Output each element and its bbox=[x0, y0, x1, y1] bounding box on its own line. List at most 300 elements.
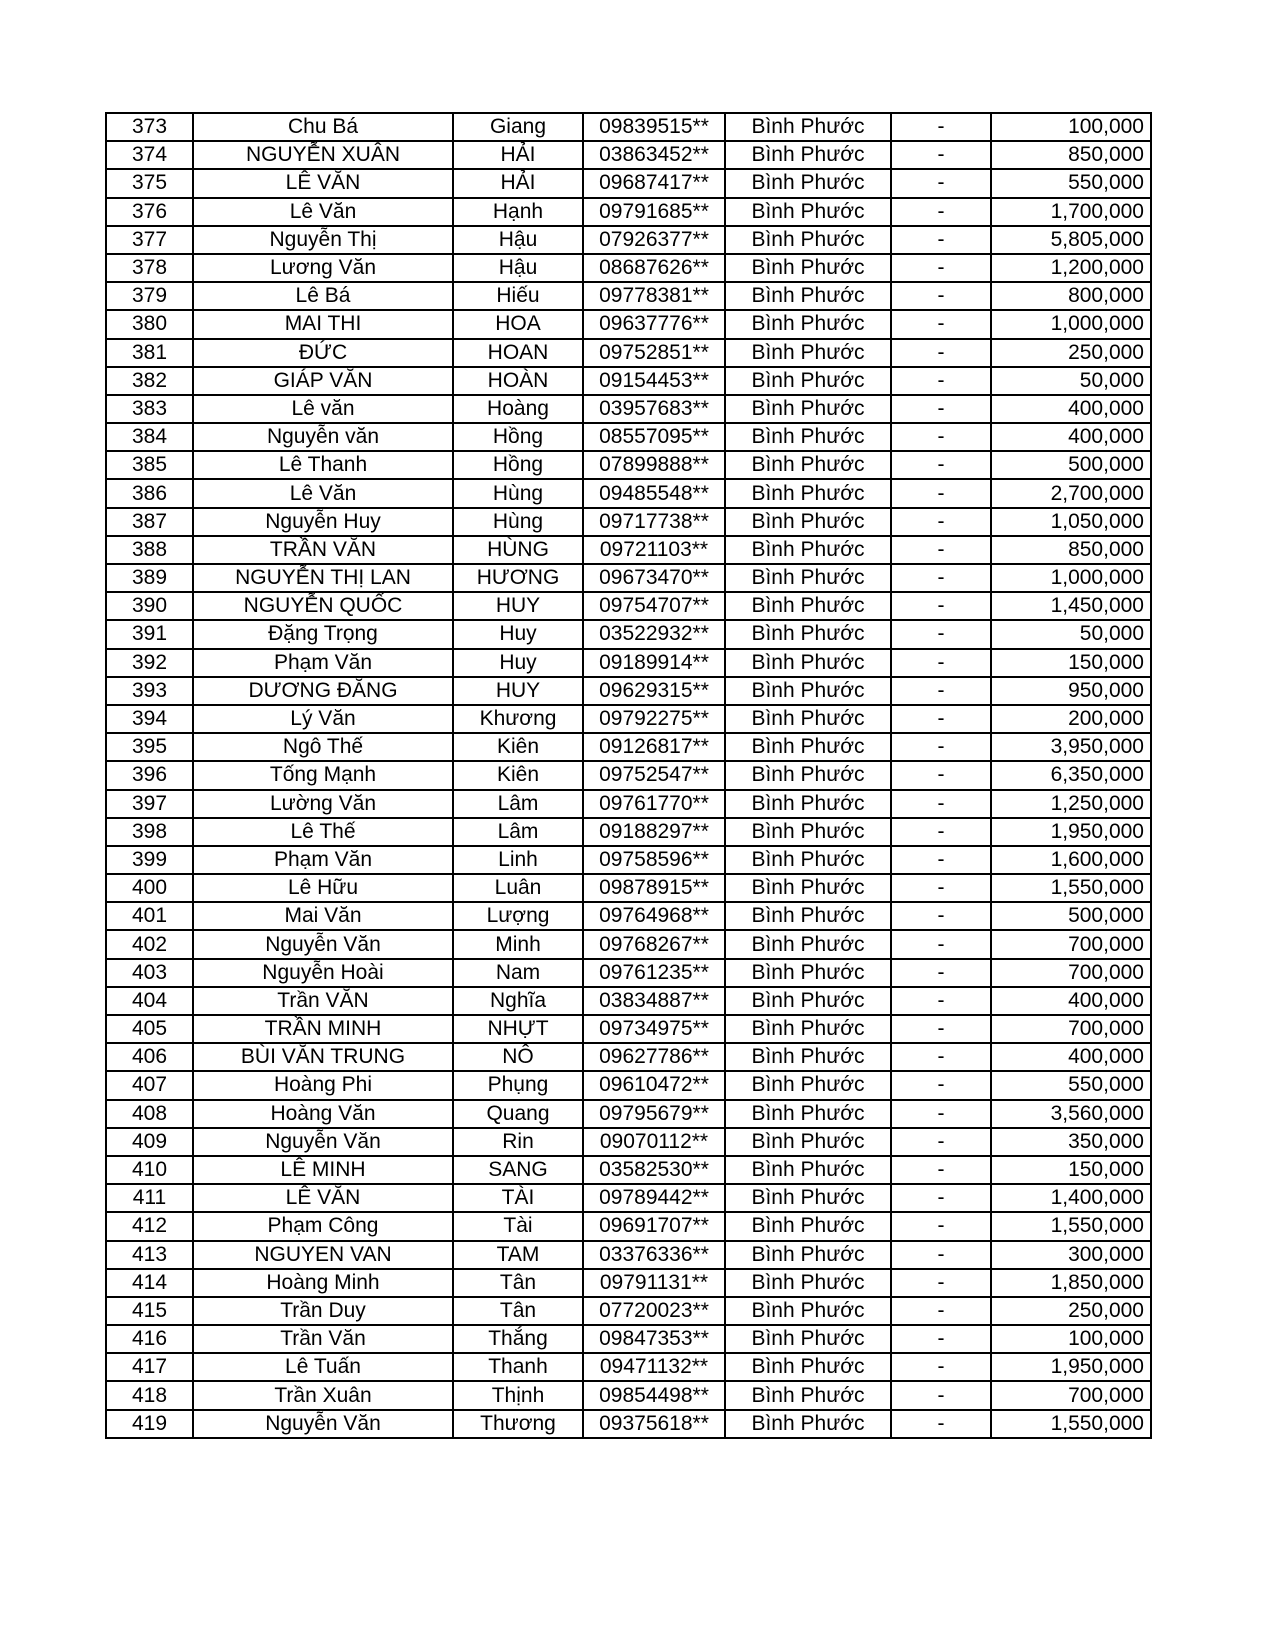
table-row bbox=[106, 620, 1151, 648]
province-cell: Bình Phước bbox=[725, 1071, 891, 1099]
given-name-cell: Tân bbox=[453, 1269, 583, 1297]
phone-cell: 09717738** bbox=[583, 508, 725, 536]
phone-cell: 09754707** bbox=[583, 592, 725, 620]
given-name-cell: Quang bbox=[453, 1100, 583, 1128]
family-name-cell: Nguyễn Văn bbox=[193, 930, 453, 958]
amount-cell: 150,000 bbox=[991, 1156, 1151, 1184]
dash-cell: - bbox=[891, 423, 991, 451]
row-number-cell: 391 bbox=[106, 620, 193, 648]
family-name-cell: Hoàng Phi bbox=[193, 1071, 453, 1099]
phone-cell: 03582530** bbox=[583, 1156, 725, 1184]
row-number-cell: 408 bbox=[106, 1100, 193, 1128]
province-cell: Bình Phước bbox=[725, 536, 891, 564]
family-name-cell: Nguyễn Thị bbox=[193, 226, 453, 254]
given-name-cell: HUY bbox=[453, 592, 583, 620]
given-name-cell: HOÀN bbox=[453, 367, 583, 395]
dash-cell: - bbox=[891, 254, 991, 282]
phone-cell: 09471132** bbox=[583, 1353, 725, 1381]
given-name-cell: Khương bbox=[453, 705, 583, 733]
province-cell: Bình Phước bbox=[725, 339, 891, 367]
province-cell: Bình Phước bbox=[725, 564, 891, 592]
province-cell: Bình Phước bbox=[725, 113, 891, 141]
province-cell: Bình Phước bbox=[725, 592, 891, 620]
given-name-cell: HẢI bbox=[453, 169, 583, 197]
dash-cell: - bbox=[891, 677, 991, 705]
table-row bbox=[106, 1071, 1151, 1099]
dash-cell: - bbox=[891, 451, 991, 479]
row-number-cell: 384 bbox=[106, 423, 193, 451]
amount-cell: 700,000 bbox=[991, 959, 1151, 987]
family-name-cell: Trần Duy bbox=[193, 1297, 453, 1325]
province-cell: Bình Phước bbox=[725, 451, 891, 479]
phone-cell: 09789442** bbox=[583, 1184, 725, 1212]
phone-cell: 03863452** bbox=[583, 141, 725, 169]
province-cell: Bình Phước bbox=[725, 1184, 891, 1212]
amount-cell: 1,600,000 bbox=[991, 846, 1151, 874]
amount-cell: 300,000 bbox=[991, 1241, 1151, 1269]
dash-cell: - bbox=[891, 282, 991, 310]
province-cell: Bình Phước bbox=[725, 254, 891, 282]
dash-cell: - bbox=[891, 1241, 991, 1269]
phone-cell: 08687626** bbox=[583, 254, 725, 282]
table-row bbox=[106, 141, 1151, 169]
amount-cell: 1,000,000 bbox=[991, 564, 1151, 592]
dash-cell: - bbox=[891, 959, 991, 987]
row-number-cell: 395 bbox=[106, 733, 193, 761]
family-name-cell: Phạm Văn bbox=[193, 649, 453, 677]
family-name-cell: LÊ VĂN bbox=[193, 169, 453, 197]
given-name-cell: Lượng bbox=[453, 902, 583, 930]
family-name-cell: TRẦN VĂN bbox=[193, 536, 453, 564]
row-number-cell: 398 bbox=[106, 818, 193, 846]
phone-cell: 09734975** bbox=[583, 1015, 725, 1043]
table-row bbox=[106, 1100, 1151, 1128]
table-row bbox=[106, 395, 1151, 423]
amount-cell: 700,000 bbox=[991, 1381, 1151, 1409]
family-name-cell: Trần Xuân bbox=[193, 1381, 453, 1409]
row-number-cell: 414 bbox=[106, 1269, 193, 1297]
phone-cell: 09878915** bbox=[583, 874, 725, 902]
province-cell: Bình Phước bbox=[725, 1353, 891, 1381]
given-name-cell: HOA bbox=[453, 310, 583, 338]
dash-cell: - bbox=[891, 1100, 991, 1128]
dash-cell: - bbox=[891, 620, 991, 648]
dash-cell: - bbox=[891, 818, 991, 846]
table-row bbox=[106, 930, 1151, 958]
family-name-cell: Hoàng Minh bbox=[193, 1269, 453, 1297]
family-name-cell: NGUYEN VAN bbox=[193, 1241, 453, 1269]
family-name-cell: Lê văn bbox=[193, 395, 453, 423]
family-name-cell: Nguyễn văn bbox=[193, 423, 453, 451]
table-row bbox=[106, 1043, 1151, 1071]
table-row bbox=[106, 649, 1151, 677]
phone-cell: 09189914** bbox=[583, 649, 725, 677]
given-name-cell: Hạnh bbox=[453, 198, 583, 226]
province-cell: Bình Phước bbox=[725, 902, 891, 930]
row-number-cell: 417 bbox=[106, 1353, 193, 1381]
province-cell: Bình Phước bbox=[725, 508, 891, 536]
given-name-cell: Lâm bbox=[453, 818, 583, 846]
table-row bbox=[106, 254, 1151, 282]
row-number-cell: 376 bbox=[106, 198, 193, 226]
family-name-cell: GIÁP VĂN bbox=[193, 367, 453, 395]
family-name-cell: Phạm Văn bbox=[193, 846, 453, 874]
table-row bbox=[106, 1156, 1151, 1184]
dash-cell: - bbox=[891, 169, 991, 197]
table-row bbox=[106, 733, 1151, 761]
dash-cell: - bbox=[891, 508, 991, 536]
dash-cell: - bbox=[891, 705, 991, 733]
amount-cell: 500,000 bbox=[991, 451, 1151, 479]
given-name-cell: Kiên bbox=[453, 761, 583, 789]
row-number-cell: 404 bbox=[106, 987, 193, 1015]
dash-cell: - bbox=[891, 564, 991, 592]
family-name-cell: Đặng Trọng bbox=[193, 620, 453, 648]
row-number-cell: 390 bbox=[106, 592, 193, 620]
table-row bbox=[106, 282, 1151, 310]
phone-cell: 09673470** bbox=[583, 564, 725, 592]
province-cell: Bình Phước bbox=[725, 169, 891, 197]
phone-cell: 09791685** bbox=[583, 198, 725, 226]
family-name-cell: Lê Thế bbox=[193, 818, 453, 846]
given-name-cell: Hậu bbox=[453, 254, 583, 282]
row-number-cell: 385 bbox=[106, 451, 193, 479]
given-name-cell: HÙNG bbox=[453, 536, 583, 564]
given-name-cell: Thương bbox=[453, 1410, 583, 1438]
province-cell: Bình Phước bbox=[725, 395, 891, 423]
amount-cell: 950,000 bbox=[991, 677, 1151, 705]
amount-cell: 1,000,000 bbox=[991, 310, 1151, 338]
amount-cell: 50,000 bbox=[991, 367, 1151, 395]
amount-cell: 800,000 bbox=[991, 282, 1151, 310]
table-row bbox=[106, 536, 1151, 564]
dash-cell: - bbox=[891, 367, 991, 395]
family-name-cell: Lê Văn bbox=[193, 479, 453, 507]
phone-cell: 07720023** bbox=[583, 1297, 725, 1325]
row-number-cell: 410 bbox=[106, 1156, 193, 1184]
row-number-cell: 379 bbox=[106, 282, 193, 310]
family-name-cell: Lý Văn bbox=[193, 705, 453, 733]
given-name-cell: SANG bbox=[453, 1156, 583, 1184]
table-row bbox=[106, 1325, 1151, 1353]
row-number-cell: 401 bbox=[106, 902, 193, 930]
family-name-cell: NGUYỄN QUỐC bbox=[193, 592, 453, 620]
table-row bbox=[106, 226, 1151, 254]
amount-cell: 1,250,000 bbox=[991, 790, 1151, 818]
amount-cell: 550,000 bbox=[991, 1071, 1151, 1099]
dash-cell: - bbox=[891, 649, 991, 677]
family-name-cell: NGUYỄN THỊ LAN bbox=[193, 564, 453, 592]
amount-cell: 500,000 bbox=[991, 902, 1151, 930]
dash-cell: - bbox=[891, 310, 991, 338]
row-number-cell: 407 bbox=[106, 1071, 193, 1099]
dash-cell: - bbox=[891, 1410, 991, 1438]
amount-cell: 3,560,000 bbox=[991, 1100, 1151, 1128]
row-number-cell: 396 bbox=[106, 761, 193, 789]
province-cell: Bình Phước bbox=[725, 1381, 891, 1409]
province-cell: Bình Phước bbox=[725, 790, 891, 818]
table-row bbox=[106, 818, 1151, 846]
amount-cell: 1,550,000 bbox=[991, 1410, 1151, 1438]
family-name-cell: Chu Bá bbox=[193, 113, 453, 141]
province-cell: Bình Phước bbox=[725, 987, 891, 1015]
province-cell: Bình Phước bbox=[725, 959, 891, 987]
row-number-cell: 402 bbox=[106, 930, 193, 958]
row-number-cell: 400 bbox=[106, 874, 193, 902]
amount-cell: 100,000 bbox=[991, 1325, 1151, 1353]
given-name-cell: Linh bbox=[453, 846, 583, 874]
given-name-cell: Thịnh bbox=[453, 1381, 583, 1409]
table-row bbox=[106, 367, 1151, 395]
family-name-cell: Mai Văn bbox=[193, 902, 453, 930]
table-row bbox=[106, 1128, 1151, 1156]
phone-cell: 09778381** bbox=[583, 282, 725, 310]
table-row bbox=[106, 1410, 1151, 1438]
phone-cell: 09761235** bbox=[583, 959, 725, 987]
dash-cell: - bbox=[891, 479, 991, 507]
dash-cell: - bbox=[891, 1156, 991, 1184]
family-name-cell: Lê Hữu bbox=[193, 874, 453, 902]
donation-table bbox=[105, 112, 1152, 1439]
given-name-cell: Rin bbox=[453, 1128, 583, 1156]
table-row bbox=[106, 310, 1151, 338]
dash-cell: - bbox=[891, 761, 991, 789]
province-cell: Bình Phước bbox=[725, 141, 891, 169]
family-name-cell: Lê Thanh bbox=[193, 451, 453, 479]
family-name-cell: Lê Bá bbox=[193, 282, 453, 310]
table-row bbox=[106, 508, 1151, 536]
province-cell: Bình Phước bbox=[725, 1043, 891, 1071]
amount-cell: 5,805,000 bbox=[991, 226, 1151, 254]
row-number-cell: 377 bbox=[106, 226, 193, 254]
family-name-cell: Hoàng Văn bbox=[193, 1100, 453, 1128]
row-number-cell: 412 bbox=[106, 1212, 193, 1240]
dash-cell: - bbox=[891, 1353, 991, 1381]
amount-cell: 1,700,000 bbox=[991, 198, 1151, 226]
amount-cell: 1,950,000 bbox=[991, 1353, 1151, 1381]
province-cell: Bình Phước bbox=[725, 705, 891, 733]
given-name-cell: Hiếu bbox=[453, 282, 583, 310]
phone-cell: 09839515** bbox=[583, 113, 725, 141]
dash-cell: - bbox=[891, 1015, 991, 1043]
given-name-cell: Hoàng bbox=[453, 395, 583, 423]
phone-cell: 09070112** bbox=[583, 1128, 725, 1156]
family-name-cell: NGUYỄN XUÂN bbox=[193, 141, 453, 169]
province-cell: Bình Phước bbox=[725, 1212, 891, 1240]
row-number-cell: 403 bbox=[106, 959, 193, 987]
given-name-cell: Kiên bbox=[453, 733, 583, 761]
dash-cell: - bbox=[891, 198, 991, 226]
family-name-cell: TRẦN MINH bbox=[193, 1015, 453, 1043]
phone-cell: 03957683** bbox=[583, 395, 725, 423]
family-name-cell: Trần Văn bbox=[193, 1325, 453, 1353]
province-cell: Bình Phước bbox=[725, 761, 891, 789]
table-row bbox=[106, 959, 1151, 987]
phone-cell: 09485548** bbox=[583, 479, 725, 507]
row-number-cell: 378 bbox=[106, 254, 193, 282]
province-cell: Bình Phước bbox=[725, 620, 891, 648]
given-name-cell: Hùng bbox=[453, 508, 583, 536]
dash-cell: - bbox=[891, 226, 991, 254]
phone-cell: 09610472** bbox=[583, 1071, 725, 1099]
amount-cell: 200,000 bbox=[991, 705, 1151, 733]
dash-cell: - bbox=[891, 1212, 991, 1240]
family-name-cell: Trần VĂN bbox=[193, 987, 453, 1015]
row-number-cell: 386 bbox=[106, 479, 193, 507]
amount-cell: 700,000 bbox=[991, 930, 1151, 958]
province-cell: Bình Phước bbox=[725, 733, 891, 761]
given-name-cell: TÀI bbox=[453, 1184, 583, 1212]
amount-cell: 1,050,000 bbox=[991, 508, 1151, 536]
province-cell: Bình Phước bbox=[725, 846, 891, 874]
phone-cell: 09764968** bbox=[583, 902, 725, 930]
phone-cell: 09795679** bbox=[583, 1100, 725, 1128]
row-number-cell: 393 bbox=[106, 677, 193, 705]
row-number-cell: 383 bbox=[106, 395, 193, 423]
given-name-cell: Hùng bbox=[453, 479, 583, 507]
row-number-cell: 411 bbox=[106, 1184, 193, 1212]
amount-cell: 400,000 bbox=[991, 423, 1151, 451]
family-name-cell: Nguyễn Văn bbox=[193, 1128, 453, 1156]
row-number-cell: 409 bbox=[106, 1128, 193, 1156]
dash-cell: - bbox=[891, 1381, 991, 1409]
row-number-cell: 419 bbox=[106, 1410, 193, 1438]
province-cell: Bình Phước bbox=[725, 1325, 891, 1353]
amount-cell: 2,700,000 bbox=[991, 479, 1151, 507]
province-cell: Bình Phước bbox=[725, 226, 891, 254]
dash-cell: - bbox=[891, 1128, 991, 1156]
phone-cell: 09629315** bbox=[583, 677, 725, 705]
table-row bbox=[106, 790, 1151, 818]
family-name-cell: Tống Mạnh bbox=[193, 761, 453, 789]
amount-cell: 1,550,000 bbox=[991, 1212, 1151, 1240]
table-row bbox=[106, 451, 1151, 479]
table-row bbox=[106, 987, 1151, 1015]
row-number-cell: 394 bbox=[106, 705, 193, 733]
given-name-cell: Thắng bbox=[453, 1325, 583, 1353]
dash-cell: - bbox=[891, 1325, 991, 1353]
given-name-cell: Minh bbox=[453, 930, 583, 958]
table-row bbox=[106, 1269, 1151, 1297]
dash-cell: - bbox=[891, 113, 991, 141]
given-name-cell: Lâm bbox=[453, 790, 583, 818]
given-name-cell: Hồng bbox=[453, 451, 583, 479]
dash-cell: - bbox=[891, 1071, 991, 1099]
row-number-cell: 381 bbox=[106, 339, 193, 367]
row-number-cell: 382 bbox=[106, 367, 193, 395]
phone-cell: 09375618** bbox=[583, 1410, 725, 1438]
table-row bbox=[106, 1353, 1151, 1381]
row-number-cell: 389 bbox=[106, 564, 193, 592]
table-row bbox=[106, 479, 1151, 507]
dash-cell: - bbox=[891, 1297, 991, 1325]
phone-cell: 07926377** bbox=[583, 226, 725, 254]
table-row bbox=[106, 1381, 1151, 1409]
row-number-cell: 397 bbox=[106, 790, 193, 818]
family-name-cell: Phạm Công bbox=[193, 1212, 453, 1240]
dash-cell: - bbox=[891, 874, 991, 902]
dash-cell: - bbox=[891, 339, 991, 367]
province-cell: Bình Phước bbox=[725, 1015, 891, 1043]
given-name-cell: Hồng bbox=[453, 423, 583, 451]
row-number-cell: 374 bbox=[106, 141, 193, 169]
amount-cell: 1,450,000 bbox=[991, 592, 1151, 620]
province-cell: Bình Phước bbox=[725, 649, 891, 677]
given-name-cell: Nam bbox=[453, 959, 583, 987]
phone-cell: 03834887** bbox=[583, 987, 725, 1015]
phone-cell: 09627786** bbox=[583, 1043, 725, 1071]
phone-cell: 03522932** bbox=[583, 620, 725, 648]
family-name-cell: Lê Văn bbox=[193, 198, 453, 226]
family-name-cell: LÊ MINH bbox=[193, 1156, 453, 1184]
given-name-cell: Phụng bbox=[453, 1071, 583, 1099]
table-row bbox=[106, 198, 1151, 226]
given-name-cell: HUY bbox=[453, 677, 583, 705]
amount-cell: 850,000 bbox=[991, 536, 1151, 564]
dash-cell: - bbox=[891, 790, 991, 818]
amount-cell: 400,000 bbox=[991, 987, 1151, 1015]
given-name-cell: Nghĩa bbox=[453, 987, 583, 1015]
row-number-cell: 406 bbox=[106, 1043, 193, 1071]
table-row bbox=[106, 592, 1151, 620]
phone-cell: 09768267** bbox=[583, 930, 725, 958]
row-number-cell: 375 bbox=[106, 169, 193, 197]
table-row bbox=[106, 564, 1151, 592]
table-row bbox=[106, 1241, 1151, 1269]
amount-cell: 1,200,000 bbox=[991, 254, 1151, 282]
given-name-cell: TAM bbox=[453, 1241, 583, 1269]
phone-cell: 07899888** bbox=[583, 451, 725, 479]
province-cell: Bình Phước bbox=[725, 282, 891, 310]
table-row bbox=[106, 339, 1151, 367]
province-cell: Bình Phước bbox=[725, 874, 891, 902]
amount-cell: 3,950,000 bbox=[991, 733, 1151, 761]
given-name-cell: Hậu bbox=[453, 226, 583, 254]
phone-cell: 09792275** bbox=[583, 705, 725, 733]
family-name-cell: DƯƠNG ĐĂNG bbox=[193, 677, 453, 705]
province-cell: Bình Phước bbox=[725, 1410, 891, 1438]
dash-cell: - bbox=[891, 1269, 991, 1297]
row-number-cell: 392 bbox=[106, 649, 193, 677]
given-name-cell: Luân bbox=[453, 874, 583, 902]
phone-cell: 09691707** bbox=[583, 1212, 725, 1240]
province-cell: Bình Phước bbox=[725, 930, 891, 958]
given-name-cell: Tài bbox=[453, 1212, 583, 1240]
given-name-cell: Thanh bbox=[453, 1353, 583, 1381]
phone-cell: 09154453** bbox=[583, 367, 725, 395]
dash-cell: - bbox=[891, 733, 991, 761]
phone-cell: 09761770** bbox=[583, 790, 725, 818]
phone-cell: 09752547** bbox=[583, 761, 725, 789]
row-number-cell: 380 bbox=[106, 310, 193, 338]
dash-cell: - bbox=[891, 141, 991, 169]
table-row bbox=[106, 1184, 1151, 1212]
amount-cell: 400,000 bbox=[991, 1043, 1151, 1071]
dash-cell: - bbox=[891, 1043, 991, 1071]
province-cell: Bình Phước bbox=[725, 479, 891, 507]
family-name-cell: Lường Văn bbox=[193, 790, 453, 818]
amount-cell: 100,000 bbox=[991, 113, 1151, 141]
given-name-cell: Huy bbox=[453, 649, 583, 677]
phone-cell: 09126817** bbox=[583, 733, 725, 761]
family-name-cell: Lê Tuấn bbox=[193, 1353, 453, 1381]
table-row bbox=[106, 705, 1151, 733]
phone-cell: 09188297** bbox=[583, 818, 725, 846]
phone-cell: 09687417** bbox=[583, 169, 725, 197]
phone-cell: 09721103** bbox=[583, 536, 725, 564]
amount-cell: 1,850,000 bbox=[991, 1269, 1151, 1297]
amount-cell: 550,000 bbox=[991, 169, 1151, 197]
